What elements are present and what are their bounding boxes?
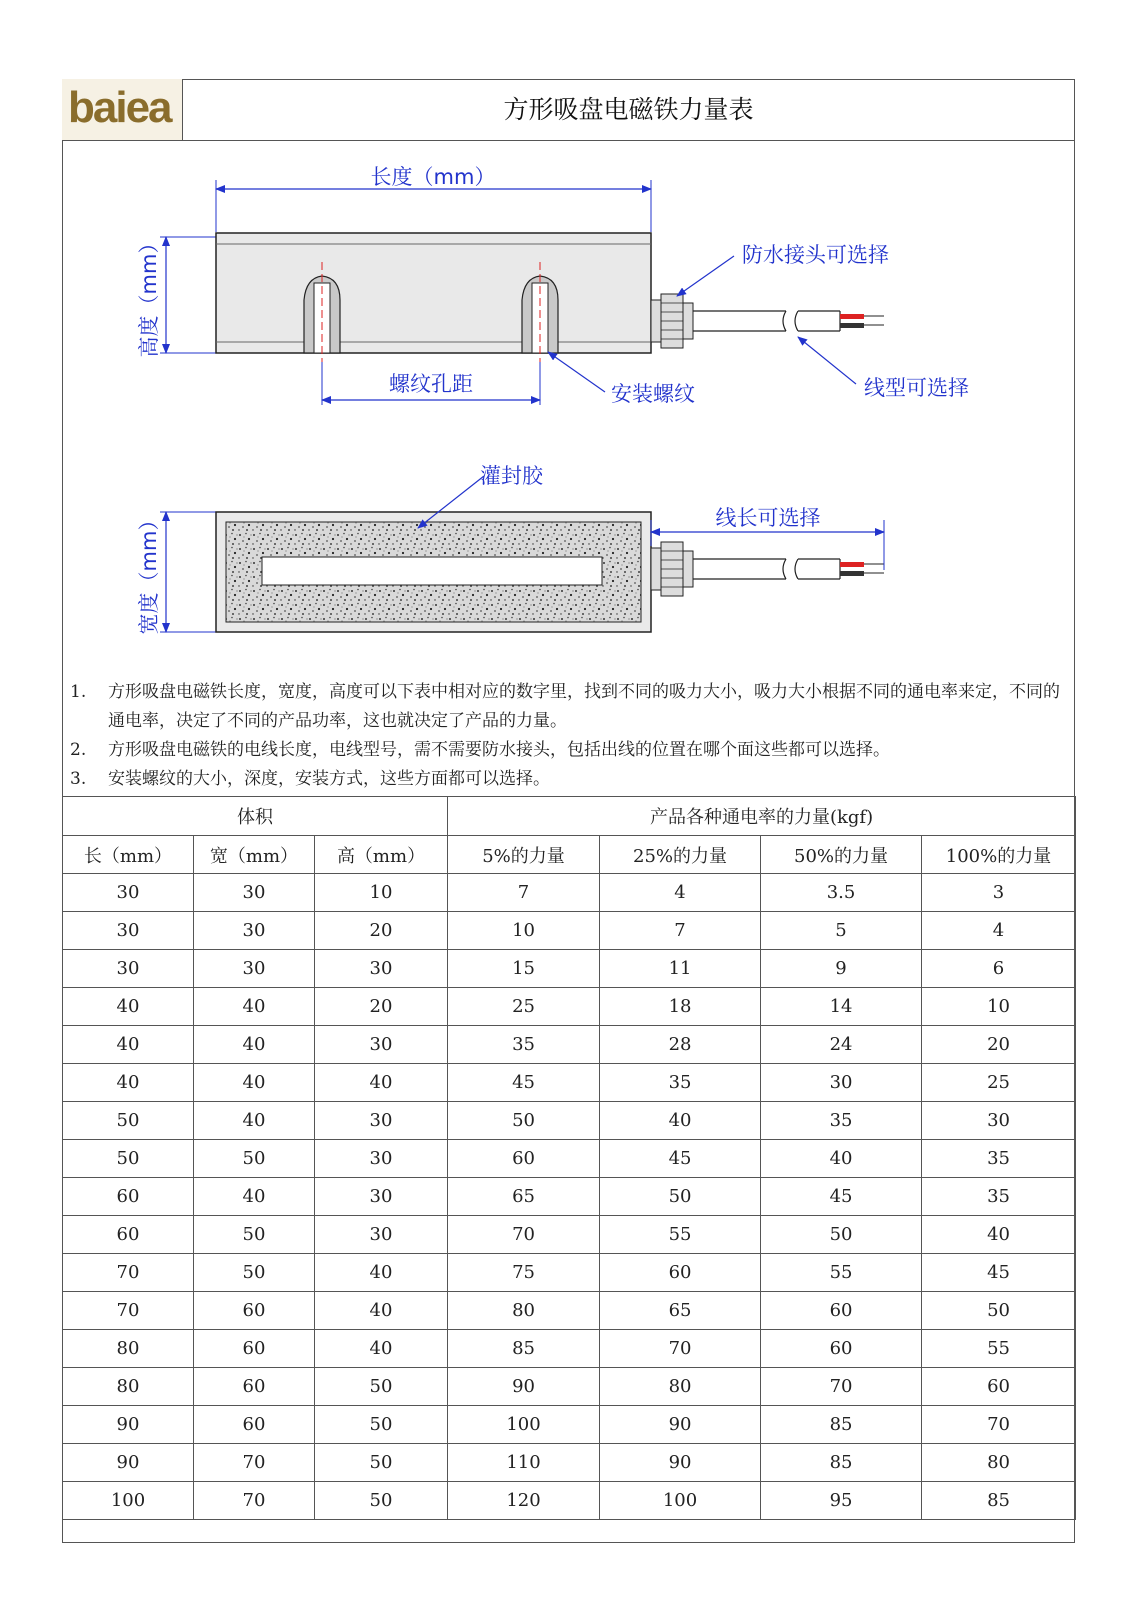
table-row xyxy=(63,1330,1076,1368)
note-number: 3. xyxy=(70,769,87,789)
table-row xyxy=(63,1254,1076,1292)
col-length-cell: 40 xyxy=(63,1026,194,1064)
col-height-cell: 30 xyxy=(315,1140,448,1178)
col-force-100-cell: 70 xyxy=(922,1406,1076,1444)
table-body xyxy=(63,874,1076,1520)
page-title: 方形吸盘电磁铁力量表 xyxy=(503,95,754,124)
col-force-5-cell: 25 xyxy=(448,988,600,1026)
mount-thread-label: 安装螺纹 xyxy=(611,382,695,406)
col-length-cell: 80 xyxy=(63,1330,194,1368)
col-width-cell: 40 xyxy=(194,1178,315,1216)
col-force-50-cell: 50 xyxy=(761,1216,922,1254)
note-text: 方形吸盘电磁铁的电线长度，电线型号，需不需要防水接头，包括出线的位置在哪个面这些都可以选择。 xyxy=(108,740,890,760)
table-row xyxy=(63,874,1076,912)
table-row xyxy=(63,1406,1076,1444)
col-width-cell: 50 xyxy=(194,1216,315,1254)
col-width-cell: 60 xyxy=(194,1330,315,1368)
col-force-5-cell: 50 xyxy=(448,1102,600,1140)
col-force-50-cell: 60 xyxy=(761,1330,922,1368)
thread-spacing-label: 螺纹孔距 xyxy=(389,372,473,396)
note-item xyxy=(70,765,1070,794)
col-force-100-cell: 35 xyxy=(922,1178,1076,1216)
col-force-50-cell: 5 xyxy=(761,912,922,950)
col-force-5-cell: 80 xyxy=(448,1292,600,1330)
table-row xyxy=(63,912,1076,950)
col-height-cell: 50 xyxy=(315,1482,448,1520)
table-row xyxy=(63,1444,1076,1482)
col-force-100-cell: 80 xyxy=(922,1444,1076,1482)
col-length-cell: 40 xyxy=(63,1064,194,1102)
col-length-cell: 50 xyxy=(63,1140,194,1178)
wire-length-label: 线长可选择 xyxy=(715,506,821,530)
col-height-cell: 30 xyxy=(315,1102,448,1140)
col-height-cell: 30 xyxy=(315,1216,448,1254)
col-length-cell: 30 xyxy=(63,950,194,988)
col-height-cell: 30 xyxy=(315,1178,448,1216)
table-column-header-row xyxy=(63,836,1076,874)
col-height-cell: 30 xyxy=(315,1026,448,1064)
col-length-cell: 30 xyxy=(63,912,194,950)
col-height-cell: 40 xyxy=(315,1254,448,1292)
col-force-5-cell: 90 xyxy=(448,1368,600,1406)
col-width-cell: 40 xyxy=(194,1102,315,1140)
col-height-cell: 50 xyxy=(315,1444,448,1482)
col-force-100-cell: 4 xyxy=(922,912,1076,950)
width-label: 宽度（mm） xyxy=(137,509,161,635)
col-force-5-cell: 35 xyxy=(448,1026,600,1064)
waterproof-label: 防水接头可选择 xyxy=(742,243,889,267)
col-force-5-cell: 10 xyxy=(448,912,600,950)
col-force-50-cell: 45 xyxy=(761,1178,922,1216)
col-length-cell: 60 xyxy=(63,1178,194,1216)
col-width-cell: 30 xyxy=(194,912,315,950)
note-number: 2. xyxy=(70,740,87,760)
brand-logo xyxy=(62,79,183,140)
col-force-25-cell: 100 xyxy=(600,1482,761,1520)
table-row xyxy=(63,950,1076,988)
col-force-50-cell: 30 xyxy=(761,1064,922,1102)
col-width-cell: 70 xyxy=(194,1482,315,1520)
col-force-50-cell: 9 xyxy=(761,950,922,988)
col-height-cell: 20 xyxy=(315,988,448,1026)
table-row xyxy=(63,1368,1076,1406)
col-force-100-cell: 3 xyxy=(922,874,1076,912)
col-force-50-cell: 3.5 xyxy=(761,874,922,912)
col-force-50-cell: 95 xyxy=(761,1482,922,1520)
col-force-50-cell: 60 xyxy=(761,1292,922,1330)
col-force-5-cell: 45 xyxy=(448,1064,600,1102)
col-force-50-cell: 14 xyxy=(761,988,922,1026)
col-height-cell: 10 xyxy=(315,874,448,912)
wire-type-label: 线型可选择 xyxy=(864,376,969,400)
note-item xyxy=(70,678,1070,736)
col-length-cell: 90 xyxy=(63,1406,194,1444)
note-text: 安装螺纹的大小，深度，安装方式，这些方面都可以选择。 xyxy=(108,769,550,789)
col-length-cell: 80 xyxy=(63,1368,194,1406)
col-force-25-cell: 11 xyxy=(600,950,761,988)
col-force-25-cell: 18 xyxy=(600,988,761,1026)
col-force-25-cell: 60 xyxy=(600,1254,761,1292)
col-force-25-cell: 70 xyxy=(600,1330,761,1368)
col-force-25-cell: 80 xyxy=(600,1368,761,1406)
col-width-cell: 60 xyxy=(194,1368,315,1406)
col-force-100-cell: 40 xyxy=(922,1216,1076,1254)
col-force-100-header: 100%的力量 xyxy=(922,836,1076,874)
col-force-25-cell: 4 xyxy=(600,874,761,912)
col-force-5-cell: 65 xyxy=(448,1178,600,1216)
table-row xyxy=(63,988,1076,1026)
col-height-cell: 50 xyxy=(315,1368,448,1406)
col-force-5-cell: 85 xyxy=(448,1330,600,1368)
col-force-25-cell: 35 xyxy=(600,1064,761,1102)
col-force-5-cell: 120 xyxy=(448,1482,600,1520)
col-force-50-cell: 85 xyxy=(761,1444,922,1482)
volume-group-header: 体积 xyxy=(63,797,448,836)
note-text: 方形吸盘电磁铁长度，宽度，高度可以下表中相对应的数字里，找到不同的吸力大小，吸力大小根据不同的通电率来定，不同的通电率，决定了不同的产品功率，这也就决定了产品的力量。 xyxy=(108,682,1060,731)
col-force-5-cell: 75 xyxy=(448,1254,600,1292)
col-force-25-cell: 90 xyxy=(600,1444,761,1482)
col-height-cell: 20 xyxy=(315,912,448,950)
col-width-cell: 30 xyxy=(194,950,315,988)
table-row xyxy=(63,1064,1076,1102)
col-force-5-cell: 70 xyxy=(448,1216,600,1254)
table-row xyxy=(63,1102,1076,1140)
top-view xyxy=(160,476,884,632)
col-length-cell: 60 xyxy=(63,1216,194,1254)
col-length-header: 长（mm） xyxy=(63,836,194,874)
col-force-100-cell: 85 xyxy=(922,1482,1076,1520)
notes-list xyxy=(70,678,1070,794)
col-height-cell: 40 xyxy=(315,1064,448,1102)
col-force-100-cell: 55 xyxy=(922,1330,1076,1368)
table-group-header-row xyxy=(63,797,1076,836)
col-force-100-cell: 35 xyxy=(922,1140,1076,1178)
col-force-25-cell: 7 xyxy=(600,912,761,950)
col-force-25-cell: 40 xyxy=(600,1102,761,1140)
col-force-100-cell: 60 xyxy=(922,1368,1076,1406)
magnet-diagram xyxy=(63,142,1073,672)
side-view xyxy=(160,180,884,405)
col-length-cell: 40 xyxy=(63,988,194,1026)
force-table xyxy=(62,796,1076,1520)
col-width-cell: 60 xyxy=(194,1406,315,1444)
col-width-cell: 40 xyxy=(194,1026,315,1064)
table-row xyxy=(63,1026,1076,1064)
col-force-5-cell: 7 xyxy=(448,874,600,912)
col-height-cell: 50 xyxy=(315,1406,448,1444)
col-force-25-cell: 28 xyxy=(600,1026,761,1064)
col-force-50-cell: 55 xyxy=(761,1254,922,1292)
col-force-25-cell: 90 xyxy=(600,1406,761,1444)
logo-text: baiea xyxy=(68,83,171,132)
col-force-5-cell: 60 xyxy=(448,1140,600,1178)
col-length-cell: 100 xyxy=(63,1482,194,1520)
col-force-50-cell: 24 xyxy=(761,1026,922,1064)
col-force-25-cell: 45 xyxy=(600,1140,761,1178)
col-force-50-header: 50%的力量 xyxy=(761,836,922,874)
col-length-cell: 70 xyxy=(63,1254,194,1292)
table-row xyxy=(63,1178,1076,1216)
col-force-50-cell: 85 xyxy=(761,1406,922,1444)
col-width-cell: 50 xyxy=(194,1254,315,1292)
col-force-50-cell: 40 xyxy=(761,1140,922,1178)
col-force-5-header: 5%的力量 xyxy=(448,836,600,874)
col-width-cell: 70 xyxy=(194,1444,315,1482)
col-width-header: 宽（mm） xyxy=(194,836,315,874)
col-width-cell: 60 xyxy=(194,1292,315,1330)
col-force-25-header: 25%的力量 xyxy=(600,836,761,874)
col-force-5-cell: 15 xyxy=(448,950,600,988)
length-label: 长度（mm） xyxy=(370,165,496,189)
col-height-cell: 30 xyxy=(315,950,448,988)
col-length-cell: 70 xyxy=(63,1292,194,1330)
col-force-100-cell: 50 xyxy=(922,1292,1076,1330)
potting-label: 灌封胶 xyxy=(480,464,543,488)
col-force-25-cell: 50 xyxy=(600,1178,761,1216)
col-force-5-cell: 100 xyxy=(448,1406,600,1444)
document-header xyxy=(62,79,1075,141)
col-height-cell: 40 xyxy=(315,1292,448,1330)
table-row xyxy=(63,1482,1076,1520)
note-item xyxy=(70,736,1070,765)
col-width-cell: 50 xyxy=(194,1140,315,1178)
col-force-100-cell: 30 xyxy=(922,1102,1076,1140)
col-force-100-cell: 20 xyxy=(922,1026,1076,1064)
col-width-cell: 40 xyxy=(194,988,315,1026)
height-label: 高度（mm） xyxy=(137,232,161,358)
force-group-header: 产品各种通电率的力量(kgf) xyxy=(448,797,1076,836)
col-force-25-cell: 55 xyxy=(600,1216,761,1254)
col-force-100-cell: 10 xyxy=(922,988,1076,1026)
col-length-cell: 90 xyxy=(63,1444,194,1482)
col-length-cell: 50 xyxy=(63,1102,194,1140)
col-width-cell: 30 xyxy=(194,874,315,912)
col-force-50-cell: 35 xyxy=(761,1102,922,1140)
col-force-5-cell: 110 xyxy=(448,1444,600,1482)
table-row xyxy=(63,1292,1076,1330)
table-row xyxy=(63,1216,1076,1254)
col-force-100-cell: 25 xyxy=(922,1064,1076,1102)
col-force-25-cell: 65 xyxy=(600,1292,761,1330)
col-height-cell: 40 xyxy=(315,1330,448,1368)
col-height-header: 高（mm） xyxy=(315,836,448,874)
note-number: 1. xyxy=(70,682,87,702)
col-width-cell: 40 xyxy=(194,1064,315,1102)
col-force-100-cell: 6 xyxy=(922,950,1076,988)
col-force-100-cell: 45 xyxy=(922,1254,1076,1292)
table-row xyxy=(63,1140,1076,1178)
col-length-cell: 30 xyxy=(63,874,194,912)
col-force-50-cell: 70 xyxy=(761,1368,922,1406)
